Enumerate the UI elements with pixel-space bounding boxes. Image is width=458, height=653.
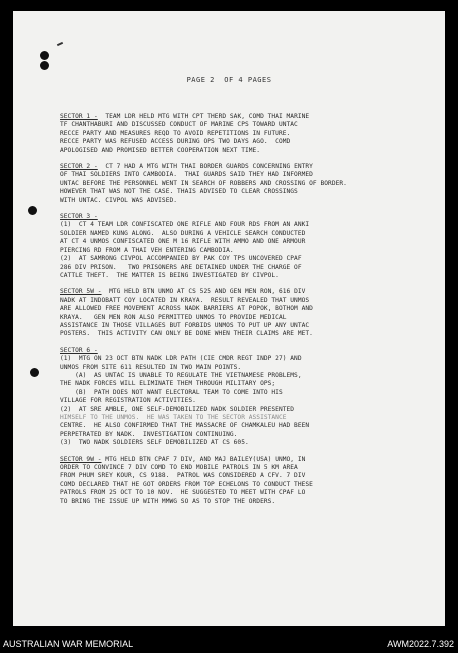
report-line: NADK AT INDOBATT COY LOCATED IN KRAYA. RESULT REVEALED THAT UNMOS bbox=[60, 296, 310, 304]
punch-hole bbox=[30, 368, 39, 377]
pen-mark bbox=[57, 42, 63, 46]
punch-hole bbox=[40, 61, 49, 70]
report-line: ORDER TO CONVINCE 7 DIV COMD TO END MOBILE PATROLS IN 5 KM AREA bbox=[60, 464, 298, 472]
report-line: CENTRE. HE ALSO CONFIRMED THAT THE MASSACRE OF CHAMKALEU HAD BEEN bbox=[60, 422, 310, 430]
report-line: (2) AT SAMRONG CIVPOL ACCOMPANIED BY PAK COY TPS UNCOVERED CPAF bbox=[60, 255, 302, 263]
report-section bbox=[60, 213, 418, 280]
report-line: TO BRING THE ISSUE UP WITH MMWG SO AS TO STOP THE ORDERS. bbox=[60, 497, 276, 505]
sector-heading: SECTOR 3 - bbox=[60, 213, 98, 221]
report-line: HIMSELF TO THE UNMOS. HE WAS TAKEN TO THE SECTOR ASSISTANCE bbox=[60, 414, 287, 421]
sector-heading: SECTOR 2 - bbox=[60, 163, 98, 171]
report-line: SECTOR 2 - CT 7 HAD A MTG WITH THAI BORDER GUARDS CONCERNING ENTRY bbox=[60, 163, 313, 171]
report-line: POSTERS. THIS ACTIVITY CAN ONLY BE DONE WHEN THEIR CLAIMS ARE MET. bbox=[60, 330, 313, 338]
report-line: AT CT 4 UNMOS CONFISCATED ONE M 16 RIFLE WITH AMMO AND ONE ARMOUR bbox=[60, 238, 306, 246]
report-line: RECCE PARTY WAS REFUSED ACCESS DURING OPS TWO DAYS AGO. COMD bbox=[60, 138, 291, 146]
report-line: WITH UNTAC. CIVPOL WAS ADVISED. bbox=[60, 196, 178, 204]
report-line: RECCE PARTY AND MEASURES REQD TO AVOID REPETITIONS IN FUTURE. bbox=[60, 129, 291, 137]
report-body bbox=[60, 113, 418, 514]
archive-name: AUSTRALIAN WAR MEMORIAL bbox=[3, 639, 134, 649]
report-line: 286 DIV PRISON. TWO PRISONERS ARE DETAINED UNDER THE CHARGE OF bbox=[60, 263, 302, 271]
sector-heading: SECTOR 6 - bbox=[60, 346, 98, 354]
punch-hole bbox=[28, 206, 37, 215]
report-section bbox=[60, 456, 418, 506]
report-line: (2) AT SRE AMBLE, ONE SELF-DEMOBILIZED NADK SOLDIER PRESENTED bbox=[60, 405, 295, 413]
report-line: TF CHANTHABURI AND DISCUSSED CONDUCT OF MARINE CPS TOWARD UNTAC bbox=[60, 121, 298, 129]
report-line: UNTAC BEFORE THE PERSONNEL WENT IN SEARCH OF ROBBERS AND CROSSING OF BORDER. bbox=[60, 179, 347, 187]
report-line: PERPETRATED BY NADK. INVESTIGATION CONTINUING. bbox=[60, 430, 238, 438]
report-line: THE NADK FORCES WILL ELIMINATE THEM THROUGH MILITARY OPS; bbox=[60, 380, 276, 388]
document-page bbox=[13, 11, 445, 626]
sector-heading: SECTOR 1 - bbox=[60, 113, 98, 120]
report-line bbox=[60, 347, 418, 355]
sector-heading: SECTOR 5W - bbox=[60, 288, 102, 296]
page-number: PAGE 2 OF 4 PAGES bbox=[186, 76, 272, 84]
report-line: (1) MTG ON 23 OCT BTN NADK LDR PATH (CIE CMDR REGT INDP 27) AND bbox=[60, 355, 302, 363]
report-line: ARE ALLOWED FREE MOVEMENT ACROSS NADK BARRIERS AT POPOK, BOTHOM AND bbox=[60, 305, 313, 313]
report-line: HOWEVER THAT WAS NOT THE CASE. THAIS ADVISED TO CLEAR CROSSINGS bbox=[60, 188, 298, 196]
report-line bbox=[60, 213, 418, 221]
report-line: SOLDIER NAMED KUNG ALONG. ALSO DURING A VEHICLE SEARCH CONDUCTED bbox=[60, 229, 306, 237]
report-line: VILLAGE FOR REGISTRATION ACTIVITIES. bbox=[60, 397, 196, 405]
report-line: UNMOS FROM SITE 611 RESULTED IN TWO MAIN POINTS. bbox=[60, 363, 242, 371]
report-section bbox=[60, 113, 418, 155]
report-line: FROM PHUM SREY KOUR, CS 9188. PATROL WAS CONSIDERED A CFV. 7 DIV bbox=[60, 472, 306, 480]
report-line: (A) AS UNTAC IS UNABLE TO REGULATE THE VIETNAMESE PROBLEMS, bbox=[60, 371, 302, 379]
punch-hole bbox=[40, 51, 49, 60]
report-line: APOLOGISED AND PROMISED BETTER COOPERATION NEXT TIME. bbox=[60, 146, 261, 154]
report-line: COMD DECLARED THAT HE GOT ORDERS FROM TOP ECHELONS TO CONDUCT THESE bbox=[60, 480, 313, 488]
report-line: OF THAI SOLDIERS INTO CAMBODIA. THAI GUARDS SAID THEY HAD INFORMED bbox=[60, 171, 313, 179]
report-section bbox=[60, 288, 418, 338]
report-line: (3) TWO NADK SOLDIERS SELF DEMOBILIZED AT CS 605. bbox=[60, 439, 249, 447]
sector-heading: SECTOR 9W - bbox=[60, 455, 102, 463]
report-line: PIERCING RD FROM A THAI VEH ENTERING CAMBODIA. bbox=[60, 246, 234, 254]
report-line: CATTLE THEFT. THE MATTER IS BEING INVESTIGATED BY CIVPOL. bbox=[60, 271, 279, 279]
report-section bbox=[60, 163, 418, 205]
report-line: PATROLS FROM 25 OCT TO 10 NOV. HE SUGGESTED TO MEET WITH CPAF LO bbox=[60, 489, 306, 497]
report-line: KRAYA. GEN MEN RON ALSO PERMITTED UNMOS TO PROVIDE MEDICAL bbox=[60, 313, 287, 321]
report-line: SECTOR 9W - MTG HELD BTN CPAF 7 DIV, AND MAJ BAILEY(USA) UNMO, IN bbox=[60, 455, 306, 463]
report-line: SECTOR 5W - MTG HELD BTN UNMO AT CS 525 AND GEN MEN RON, 616 DIV bbox=[60, 288, 306, 296]
report-line: (1) CT 4 TEAM LDR CONFISCATED ONE RIFLE AND FOUR RDS FROM AN ANKI bbox=[60, 221, 310, 229]
report-line: SECTOR 1 - TEAM LDR HELD MTG WITH CPT THERD SAK, COMD THAI MARINE bbox=[60, 113, 310, 120]
report-line: ASSISTANCE IN THOSE VILLAGES BUT FORBIDS UNMOS TO PUT UP ANY UNTAC bbox=[60, 321, 310, 329]
archive-footer bbox=[0, 626, 458, 653]
report-line: (B) PATH DOES NOT WANT ELECTORAL TEAM TO COME INTO HIS bbox=[60, 388, 283, 396]
archive-reference: AWM2022.7.392 bbox=[387, 639, 454, 649]
report-section bbox=[60, 347, 418, 448]
